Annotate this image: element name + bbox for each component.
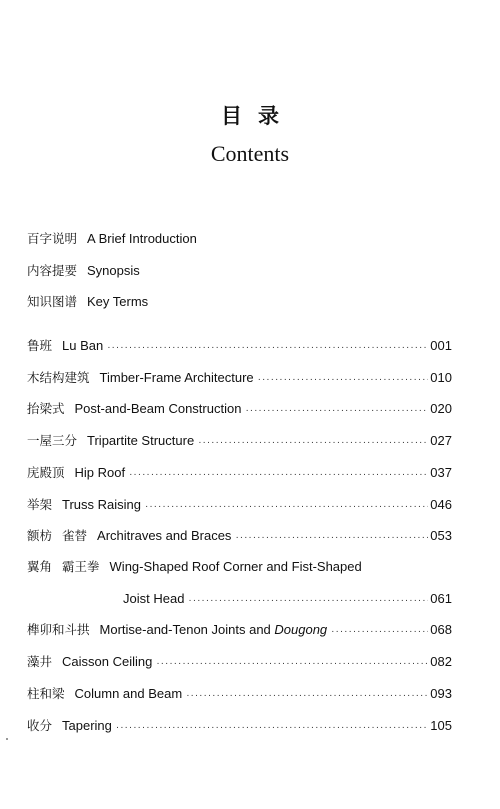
dot-leader — [116, 718, 428, 738]
toc-entry-en-text: Mortise-and-Tenon Joints and — [99, 622, 275, 637]
toc-entry-en: Hip Roof — [74, 465, 126, 480]
toc-entry-en-italic: Dougong — [274, 622, 328, 637]
toc-entry-page: 082 — [430, 654, 452, 669]
toc-item-en: Synopsis — [87, 263, 140, 278]
toc-entry-cn: 抬梁式 — [27, 401, 65, 416]
toc-entry-cn: 榫卯和斗拱 — [27, 622, 90, 637]
toc-entry-page: 068 — [430, 622, 452, 637]
toc-entry[interactable] — [27, 431, 452, 451]
toc-entry-cn: 柱和梁 — [27, 686, 65, 701]
toc-entry-en: Column and Beam — [74, 686, 183, 701]
dot-leader — [188, 591, 428, 611]
toc-entry-en: Tripartite Structure — [87, 433, 195, 448]
toc-entry[interactable] — [27, 557, 452, 577]
toc-entry-page: 046 — [430, 497, 452, 512]
dot-leader — [198, 433, 428, 453]
scan-speck — [6, 738, 8, 740]
dot-leader — [331, 622, 428, 642]
contents-title-chinese: 目录 — [221, 104, 295, 128]
toc-entry-cn: 举架 — [27, 497, 53, 512]
dot-leader — [156, 654, 428, 674]
toc-entry-en: Wing-Shaped Roof Corner and Fist-Shaped — [109, 559, 362, 574]
toc-entry-page: 037 — [430, 465, 452, 480]
toc-entry[interactable] — [27, 526, 452, 546]
toc-front-item[interactable] — [27, 292, 452, 312]
toc-entry-en: Post-and-Beam Construction — [74, 401, 242, 416]
toc-entry-en: Timber-Frame Architecture — [99, 370, 254, 385]
toc-entry[interactable] — [27, 652, 452, 672]
toc-entry-page: 010 — [430, 370, 452, 385]
toc-entry-en: Architraves and Braces — [97, 528, 232, 543]
toc-front-item[interactable] — [27, 261, 452, 281]
dot-leader — [107, 338, 428, 358]
toc-item-cn: 内容提要 — [27, 263, 78, 278]
toc-entry[interactable] — [27, 399, 452, 419]
toc-item-cn: 知识图谱 — [27, 294, 78, 309]
toc-entry-page: 001 — [430, 338, 452, 353]
toc-entry-page: 061 — [430, 591, 452, 606]
toc-entry-en: Caisson Ceiling — [62, 654, 153, 669]
toc-entry-page: 093 — [430, 686, 452, 701]
toc-entry[interactable] — [27, 495, 452, 515]
toc-item-cn: 百字说明 — [27, 231, 78, 246]
toc-entry-cn: 鲁班 — [27, 338, 53, 353]
toc-entry-cn: 藻井 — [27, 654, 53, 669]
toc-entry-cn: 翼角 — [27, 559, 53, 574]
toc-entry-en: Lu Ban — [62, 338, 104, 353]
toc-entry[interactable] — [27, 684, 452, 704]
toc-entry[interactable] — [27, 463, 452, 483]
toc-entry-continuation[interactable] — [123, 589, 452, 609]
toc-entry-cn-secondary: 霸王拳 — [62, 559, 100, 574]
toc-entry-page: 105 — [430, 718, 452, 733]
toc-entry[interactable] — [27, 336, 452, 356]
toc-entry[interactable] — [27, 716, 452, 736]
toc-entry-page: 027 — [430, 433, 452, 448]
toc-item-en: A Brief Introduction — [87, 231, 197, 246]
toc-entry-page: 020 — [430, 401, 452, 416]
toc-entry-cn: 一屋三分 — [27, 433, 78, 448]
toc-entry[interactable] — [27, 620, 452, 640]
dot-leader — [186, 686, 428, 706]
toc-front-item[interactable] — [27, 229, 452, 249]
toc-entry-cn: 木结构建筑 — [27, 370, 90, 385]
toc-entry-cn-secondary: 雀替 — [62, 528, 88, 543]
contents-title-english: Contents — [210, 141, 290, 166]
dot-leader — [145, 497, 428, 517]
toc-entry-cn: 额枋 — [27, 528, 53, 543]
dot-leader — [235, 528, 428, 548]
toc-entry-en — [100, 620, 328, 640]
toc-entry-en-continued: Joist Head — [123, 591, 185, 606]
toc-entry-cn: 收分 — [27, 718, 53, 733]
toc-entry-page: 053 — [430, 528, 452, 543]
toc-entry-cn: 庑殿顶 — [27, 465, 65, 480]
toc-entry-en: Truss Raising — [62, 497, 141, 512]
toc-entry-en: Tapering — [62, 718, 112, 733]
dot-leader — [129, 465, 428, 485]
dot-leader — [245, 401, 428, 421]
toc-entry[interactable] — [27, 368, 452, 388]
toc-item-en: Key Terms — [87, 294, 149, 309]
dot-leader — [258, 370, 429, 390]
